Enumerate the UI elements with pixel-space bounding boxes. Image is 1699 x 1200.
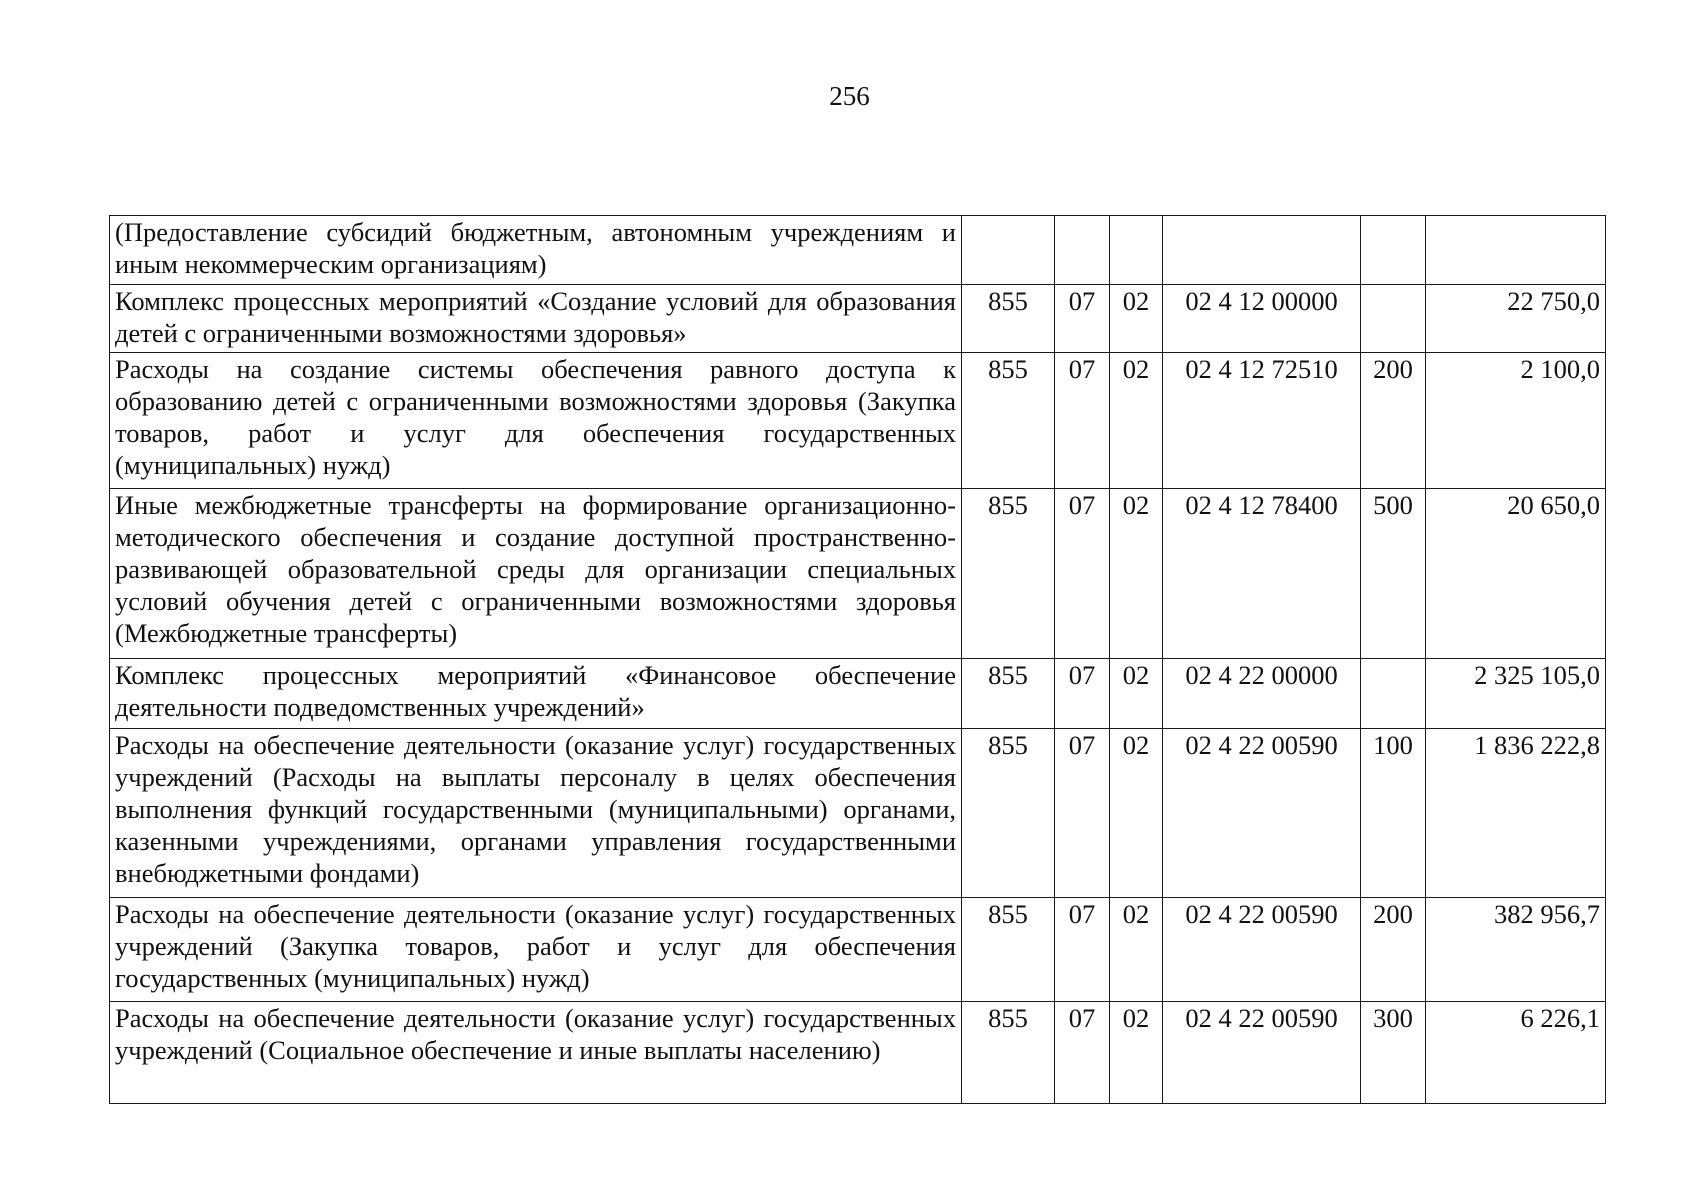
subsection-cell: 02	[1110, 898, 1163, 1002]
expense-type-cell: 100	[1361, 729, 1426, 898]
table-row	[110, 489, 1606, 659]
expense-type-cell	[1361, 285, 1426, 353]
table-row	[110, 659, 1606, 729]
row-name-cell: Комплекс процессных мероприятий «Финансовое обеспечение деятельности подведомственных учреждений»	[110, 659, 962, 729]
table-row	[110, 1002, 1606, 1104]
section-cell: 07	[1055, 285, 1110, 353]
target-article-cell: 02 4 22 00590	[1163, 729, 1361, 898]
row-name-cell: (Предоставление субсидий бюджетным, автономным учреждениям и иным некоммерческим организациям)	[110, 216, 962, 285]
section-cell: 07	[1055, 898, 1110, 1002]
section-cell: 07	[1055, 489, 1110, 659]
subsection-cell: 02	[1110, 659, 1163, 729]
amount-cell: 6 226,1	[1426, 1002, 1606, 1104]
row-name-cell: Иные межбюджетные трансферты на формирование организационно-методического обеспечения и создание доступной пространственно-развивающей образовательной среды для организации специальных условий обучения детей с ограниченными возможностями здоровья (Межбюджетные трансферты)	[110, 489, 962, 659]
target-article-cell: 02 4 12 72510	[1163, 353, 1361, 489]
table-row	[110, 285, 1606, 353]
table-row	[110, 353, 1606, 489]
table-row	[110, 898, 1606, 1002]
subsection-cell: 02	[1110, 489, 1163, 659]
subsection-cell: 02	[1110, 353, 1163, 489]
amount-cell: 382 956,7	[1426, 898, 1606, 1002]
expense-type-cell: 300	[1361, 1002, 1426, 1104]
expense-type-cell	[1361, 659, 1426, 729]
target-article-cell: 02 4 22 00000	[1163, 659, 1361, 729]
admin-code-cell: 855	[962, 659, 1055, 729]
row-name-cell: Расходы на создание системы обеспечения равного доступа к образованию детей с ограниченными возможностями здоровья (Закупка товаров, работ и услуг для обеспечения государственных (муниципальных) нужд)	[110, 353, 962, 489]
section-cell: 07	[1055, 729, 1110, 898]
target-article-cell: 02 4 12 78400	[1163, 489, 1361, 659]
row-name-cell: Расходы на обеспечение деятельности (оказание услуг) государственных учреждений (Закупка товаров, работ и услуг для обеспечения государственных (муниципальных) нужд)	[110, 898, 962, 1002]
admin-code-cell: 855	[962, 898, 1055, 1002]
expense-type-cell: 200	[1361, 898, 1426, 1002]
admin-code-cell: 855	[962, 285, 1055, 353]
target-article-cell: 02 4 22 00590	[1163, 1002, 1361, 1104]
amount-cell: 2 100,0	[1426, 353, 1606, 489]
row-name-cell: Расходы на обеспечение деятельности (оказание услуг) государственных учреждений (Расходы на выплаты персоналу в целях обеспечения выполнения функций государственными (муниципальными) органами, казенными учреждениями, органами управления государственными внебюджетными фондами)	[110, 729, 962, 898]
target-article-cell	[1163, 216, 1361, 285]
admin-code-cell	[962, 216, 1055, 285]
page-number: 256	[829, 81, 870, 111]
subsection-cell: 02	[1110, 729, 1163, 898]
expense-type-cell: 500	[1361, 489, 1426, 659]
subsection-cell: 02	[1110, 285, 1163, 353]
subsection-cell	[1110, 216, 1163, 285]
amount-cell: 1 836 222,8	[1426, 729, 1606, 898]
amount-cell: 2 325 105,0	[1426, 659, 1606, 729]
admin-code-cell: 855	[962, 489, 1055, 659]
amount-cell	[1426, 216, 1606, 285]
subsection-cell: 02	[1110, 1002, 1163, 1104]
row-name-cell: Комплекс процессных мероприятий «Создание условий для образования детей с ограниченными возможностями здоровья»	[110, 285, 962, 353]
amount-cell: 20 650,0	[1426, 489, 1606, 659]
target-article-cell: 02 4 22 00590	[1163, 898, 1361, 1002]
amount-cell: 22 750,0	[1426, 285, 1606, 353]
budget-table	[109, 215, 1606, 1104]
expense-type-cell: 200	[1361, 353, 1426, 489]
section-cell: 07	[1055, 659, 1110, 729]
section-cell: 07	[1055, 1002, 1110, 1104]
admin-code-cell: 855	[962, 729, 1055, 898]
row-name-cell: Расходы на обеспечение деятельности (оказание услуг) государственных учреждений (Социальное обеспечение и иные выплаты населению)	[110, 1002, 962, 1104]
section-cell: 07	[1055, 353, 1110, 489]
table-row	[110, 216, 1606, 285]
section-cell	[1055, 216, 1110, 285]
table-row	[110, 729, 1606, 898]
admin-code-cell: 855	[962, 353, 1055, 489]
expense-type-cell	[1361, 216, 1426, 285]
admin-code-cell: 855	[962, 1002, 1055, 1104]
target-article-cell: 02 4 12 00000	[1163, 285, 1361, 353]
